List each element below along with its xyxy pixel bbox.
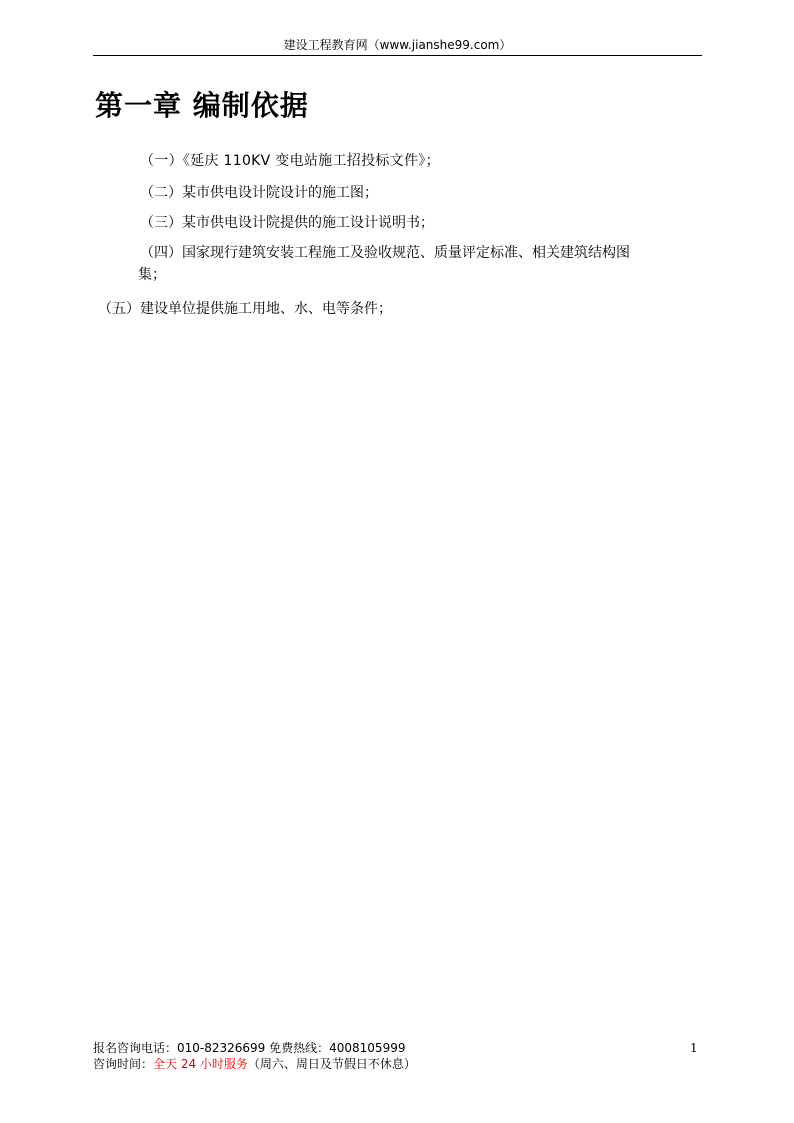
- basis-item-5: （五）建设单位提供施工用地、水、电等条件；: [98, 301, 392, 317]
- header-rule: [93, 55, 702, 56]
- footer-hours-label: 咨询时间：: [93, 1057, 154, 1071]
- page-number: 1: [690, 1041, 698, 1055]
- basis-item-4-continuation: 集；: [138, 267, 166, 283]
- footer-contact-line: 报名咨询电话：010-82326699 免费热线：4008105999: [93, 1041, 406, 1055]
- chapter-title: 第一章 编制依据: [95, 89, 309, 122]
- footer-hours-line: [93, 1056, 416, 1072]
- basis-item-2: （二）某市供电设计院设计的施工图；: [140, 185, 378, 201]
- basis-item-3: （三）某市供电设计院提供的施工设计说明书；: [140, 215, 434, 231]
- footer-hours-note: （周六、周日及节假日不休息）: [247, 1057, 416, 1071]
- footer-hours-highlight: 全天 24 小时服务: [153, 1057, 248, 1071]
- page-header: 建设工程教育网（www.jianshe99.com）: [283, 38, 512, 52]
- basis-item-1: （一）《延庆 110KV 变电站施工招投标文件》；: [140, 153, 440, 169]
- basis-item-4: （四）国家现行建筑安装工程施工及验收规范、质量评定标准、相关建筑结构图: [140, 245, 630, 261]
